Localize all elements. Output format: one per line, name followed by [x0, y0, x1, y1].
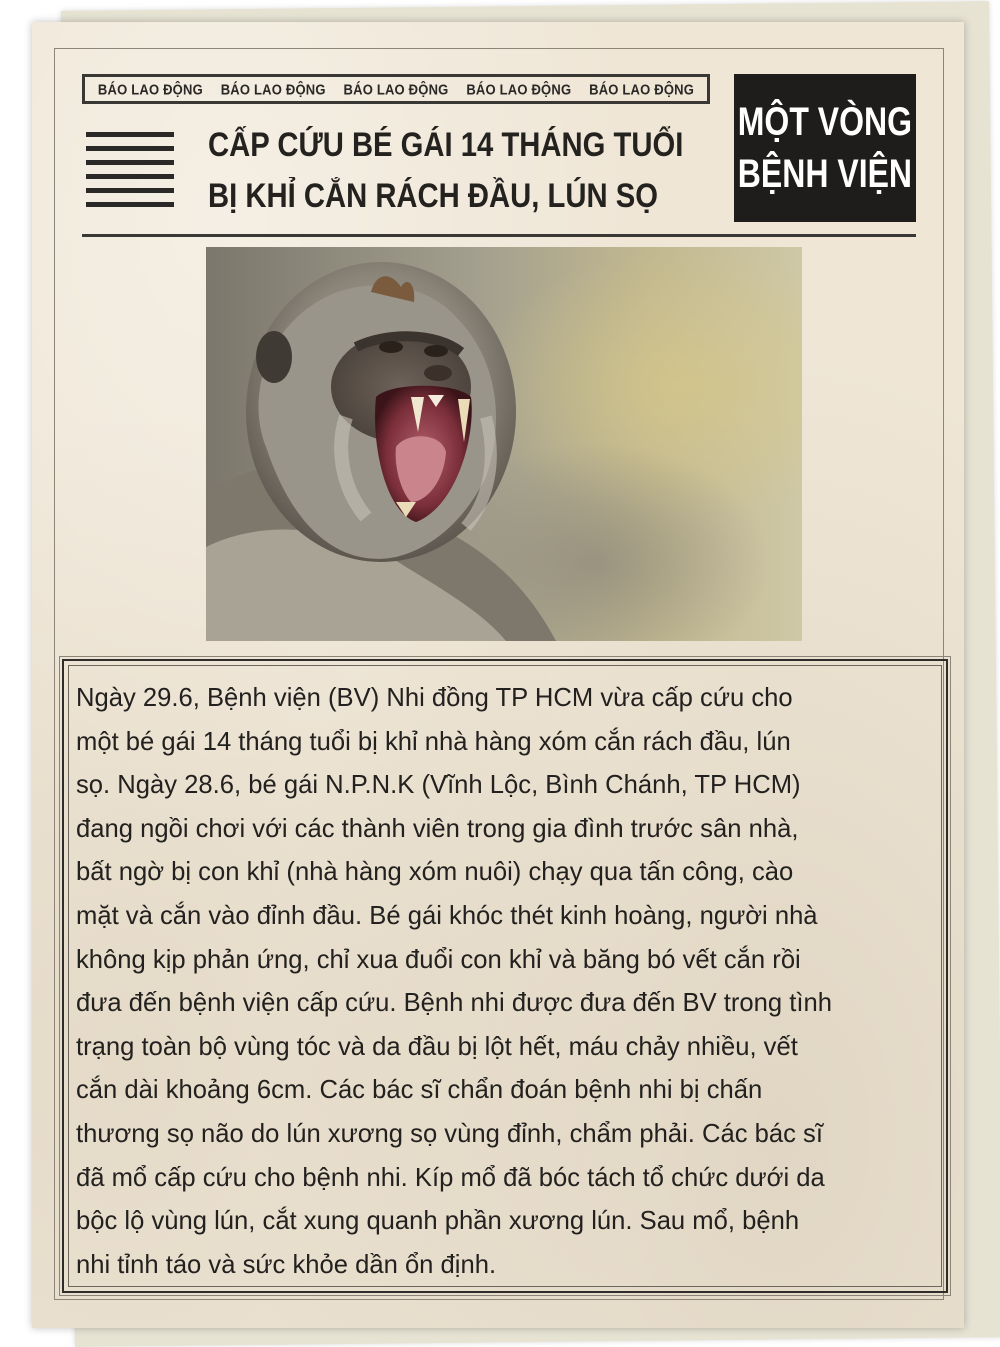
masthead-label: BÁO LAO ĐỘNG: [466, 80, 572, 98]
article-line: đang ngồi chơi với các thành viên trong gia đình trước sân nhà,: [76, 812, 799, 843]
article-body: [76, 676, 956, 1286]
article-line: thương sọ não do lún xương sọ vùng đỉnh, chẩm phải. Các bác sĩ: [76, 1117, 823, 1148]
headline-line: CẤP CỨU BÉ GÁI 14 THÁNG TUỔI: [208, 126, 684, 164]
section-badge: [734, 74, 916, 222]
article-line: bất ngờ bị con khỉ (nhà hàng xóm nuôi) chạy qua tấn công, cào: [76, 856, 794, 887]
article-line: nhi tỉnh táo và sức khỏe dần ổn định.: [76, 1248, 497, 1279]
article-line: Ngày 29.6, Bệnh viện (BV) Nhi đồng TP HCM vừa cấp cứu cho: [76, 682, 793, 712]
headline: [208, 120, 728, 222]
badge-line: MỘT VÒNG: [737, 100, 913, 144]
article-line: bộc lộ vùng lún, cắt xung quanh phần xương lún. Sau mổ, bệnh: [76, 1205, 800, 1236]
article-line: sọ. Ngày 28.6, bé gái N.P.N.K (Vĩnh Lộc, Bình Chánh, TP HCM): [76, 769, 801, 800]
header-rule: [82, 234, 916, 237]
masthead-label: BÁO LAO ĐỘNG: [97, 80, 203, 98]
article-line: đưa đến bệnh viện cấp cứu. Bệnh nhi được đưa đến BV trong tình: [76, 987, 833, 1018]
article-line: đã mổ cấp cứu cho bệnh nhi. Kíp mổ đã bóc tách tổ chức dưới da: [76, 1161, 825, 1192]
monkey-icon: [206, 247, 802, 641]
badge-line: BỆNH VIỆN: [737, 152, 913, 196]
article-line: một bé gái 14 tháng tuổi bị khỉ nhà hàng xóm cắn rách đầu, lún: [76, 725, 791, 756]
masthead-label: BÁO LAO ĐỘNG: [343, 80, 449, 98]
article-line: cắn dài khoảng 6cm. Các bác sĩ chẩn đoán bệnh nhi bị chấn: [76, 1074, 763, 1105]
masthead-label: BÁO LAO ĐỘNG: [220, 80, 326, 98]
headline-line: BỊ KHỈ CẮN RÁCH ĐẦU, LÚN SỌ: [208, 177, 658, 215]
text-lines-icon: [86, 132, 174, 208]
article-line: không kịp phản ứng, chỉ xua đuổi con khỉ và băng bó vết cắn rồi: [76, 943, 801, 974]
monkey-photo: [206, 247, 802, 641]
article-line: trạng toàn bộ vùng tóc và da đầu bị lột hết, máu chảy nhiều, vết: [76, 1030, 798, 1061]
article-line: mặt và cắn vào đỉnh đầu. Bé gái khóc thét kinh hoàng, người nhà: [76, 899, 818, 930]
masthead-label: BÁO LAO ĐỘNG: [589, 80, 695, 98]
masthead-bar: [82, 74, 710, 104]
